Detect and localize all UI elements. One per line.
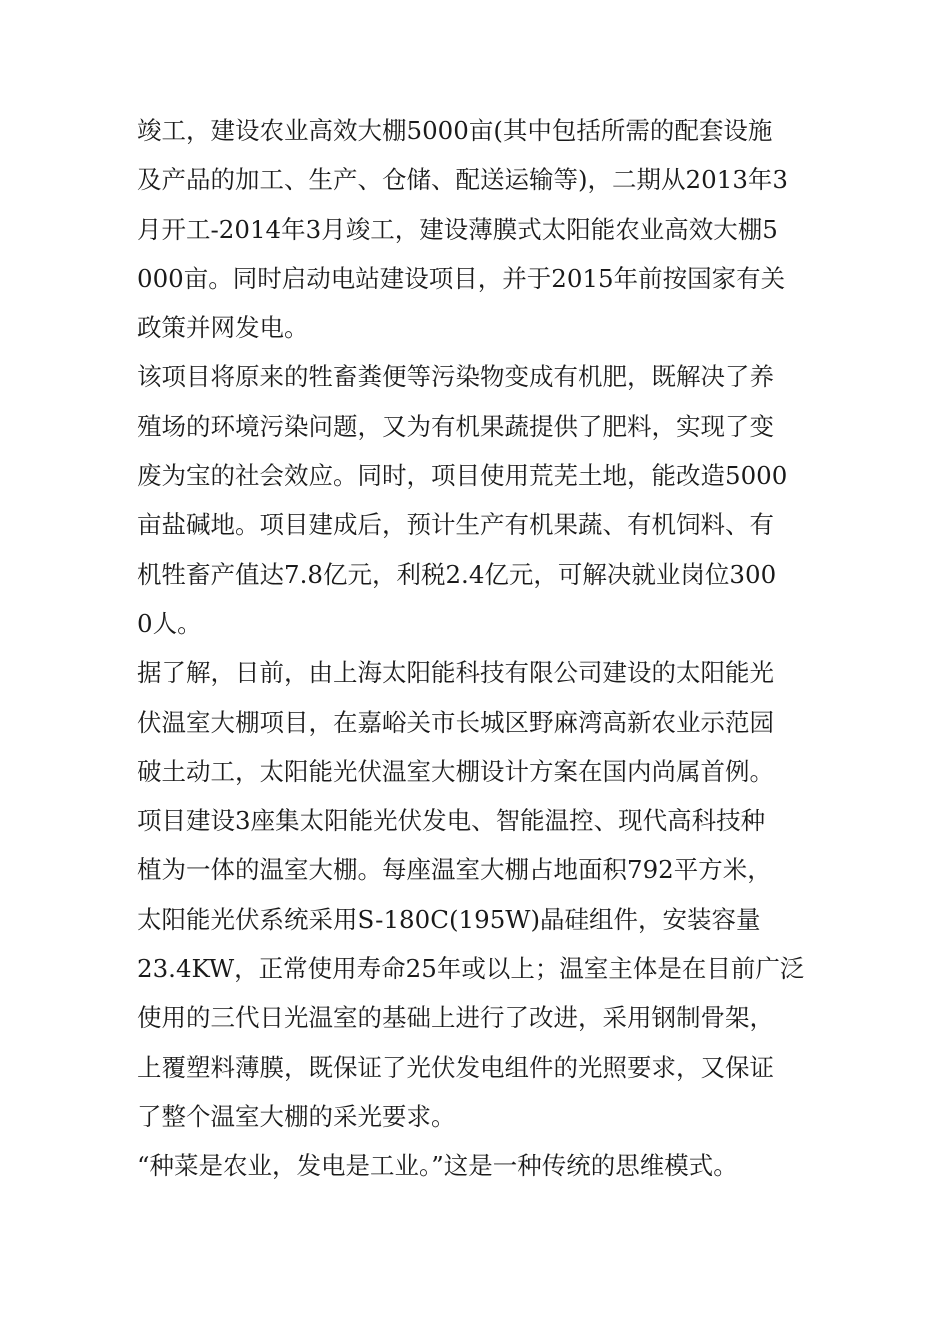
- text-line: 竣工，建设农业高效大棚5000亩(其中包括所需的配套设施: [137, 116, 773, 145]
- text-line: 亩盐碱地。项目建成后，预计生产有机果蔬、有机饲料、有: [137, 510, 774, 540]
- text-line: 000亩。同时启动电站建设项目，并于2015年前按国家有关: [137, 263, 786, 293]
- text-line: 破土动工，太阳能光伏温室大棚设计方案在国内尚属首例。: [137, 756, 774, 786]
- text-line: 了整个温室大棚的采光要求。: [137, 1101, 456, 1131]
- body-text: [137, 106, 827, 1191]
- text-line: 太阳能光伏系统采用S-180C(195W)晶硅组件，安装容量: [137, 904, 761, 934]
- text-line: 废为宝的社会效应。同时，项目使用荒芜土地，能改造5000: [137, 461, 788, 491]
- text-line: 及产品的加工、生产、仓储、配送运输等)，二期从2013年3: [137, 165, 788, 195]
- text-line: 项目建设3座集太阳能光伏发电、智能温控、现代高科技种: [137, 806, 766, 836]
- text-line: 伏温室大棚项目，在嘉峪关市长城区野麻湾高新农业示范园: [137, 707, 774, 737]
- text-line: 植为一体的温室大棚。每座温室大棚占地面积792平方米，: [137, 855, 772, 885]
- text-line: 殖场的环境污染问题，又为有机果蔬提供了肥料，实现了变: [137, 411, 774, 441]
- text-line: 使用的三代日光温室的基础上进行了改进，采用钢制骨架，: [137, 1003, 774, 1033]
- text-line: 上覆塑料薄膜，既保证了光伏发电组件的光照要求，又保证: [137, 1052, 774, 1082]
- text-line: 月开工-2014年3月竣工，建设薄膜式太阳能农业高效大棚5: [137, 214, 778, 244]
- text-line: 政策并网发电。: [137, 313, 309, 343]
- text-line: 据了解，日前，由上海太阳能科技有限公司建设的太阳能光: [137, 658, 774, 688]
- text-line: “种菜是农业，发电是工业。”这是一种传统的思维模式。: [137, 1151, 738, 1181]
- text-line: 机牲畜产值达7.8亿元，利税2.4亿元，可解决就业岗位300: [137, 559, 777, 589]
- text-line: 23.4KW，正常使用寿命25年或以上；温室主体是在目前广泛: [137, 954, 805, 984]
- text-line: 该项目将原来的牲畜粪便等污染物变成有机肥，既解决了养: [137, 362, 774, 392]
- text-line: 0人。: [137, 608, 202, 638]
